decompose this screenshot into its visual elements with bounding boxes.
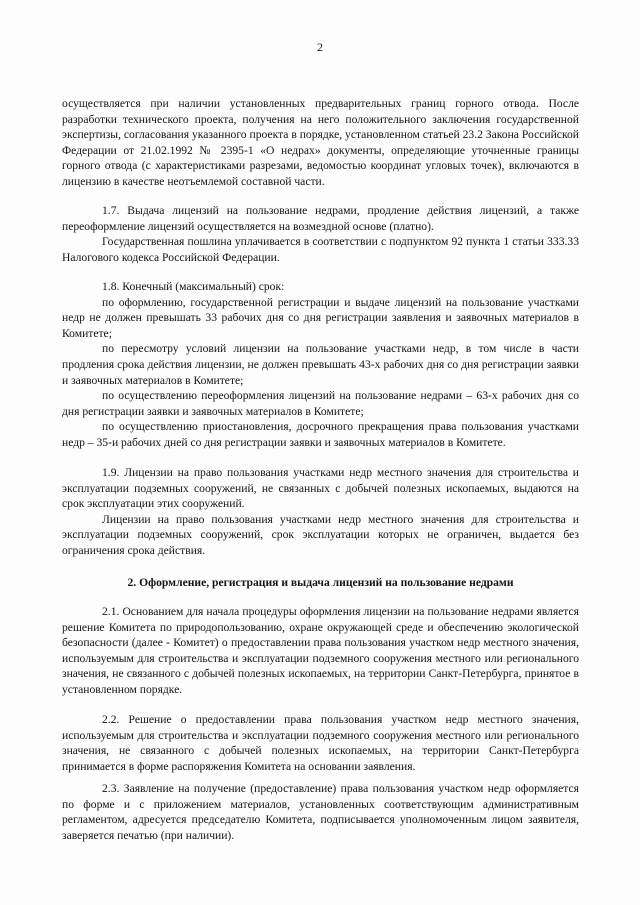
paragraph-1-8-title: 1.8. Конечный (максимальный) срок:: [102, 280, 285, 293]
paragraph-1-9-b: Лицензии на право пользования участками недр местного значения для строительства и эксплуатации подземных сооружений, срок эксплуатации которых не ограничен, выдается без ограничения срока действия.: [62, 512, 579, 557]
paragraph-1-7-b: Государственная пошлина уплачивается в соответствии с подпунктом 92 пункта 1 статьи 333.33 Налогового кодекса Российской Федерации.: [62, 235, 579, 264]
section-2-3: [62, 781, 579, 843]
paragraph-2-2: 2.2. Решение о предоставлении права пользования участком недр местного значения, используемым для строительства и эксплуатации подземного сооружения местного или регионального значения, не связанного с добычей полезных ископаемых, на территории Санкт-Петербурга принимается в форме распоряжения Комитета на основании заявления.: [62, 713, 579, 773]
paragraph-1-9-a: 1.9. Лицензии на право пользования участками недр местного значения для строительства и эксплуатации подземных сооружений, не связанных с добычей полезных ископаемых, выдаются на срок эксплуатации этих сооружений.: [62, 466, 579, 511]
section-1-8: [62, 279, 579, 451]
section-2-1: [62, 604, 579, 698]
paragraph-1-8-c: по осуществлению переоформления лицензий на пользование недрами – 63-х рабочих дня со дня регистрации заявки и заявочных материалов в Комитете;: [62, 389, 579, 418]
paragraph-2-1: 2.1. Основанием для начала процедуры оформления лицензии на пользование недрами является решение Комитета по природопользованию, охране окружающей среде и обеспечению экологической безопасности (далее - Комитет) о предоставлении права пользования участком недр местного значения, используемым для строительства и эксплуатации подземного сооружения местного или регионального значения, не связанного с добычей полезных ископаемых, на территории Санкт-Петербурга, принятое в установленном порядке.: [62, 605, 579, 696]
paragraph-text: осуществляется при наличии установленных предварительных границ горного отвода. После разработки технического проекта, получения на него положительного заключения государственной экспертизы, согласования указанного проекта в порядке, установленном статьей 23.2 Закона Российской Федерации от 21.02.1992 № 2395-1 «О недрах» документы, определяющие уточненные границы горного отвода (с характеристиками разрезами, ведомостью координат угловых точек), включаются в лицензию в качестве неотъемлемой составной части.: [62, 97, 579, 188]
section-2-2: [62, 712, 579, 774]
page-number: 2: [317, 40, 323, 54]
paragraph-1-8-a: по оформлению, государственной регистрации и выдаче лицензий на пользование участками недр не должен превышать 33 рабочих дня со дня регистрации заявления и заявочных материалов в Комитете;: [62, 295, 579, 340]
paragraph-1-8-b: по пересмотру условий лицензии на пользование участками недр, в том числе в части продления срока действия лицензии, не должен превышать 43-х рабочих дня со дня регистрации заявки и заявочных материалов в Комитете;: [62, 342, 579, 387]
paragraph-1-8-d: по осуществлению приостановления, досрочного прекращения права пользования участками недр – 35-и рабочих дней со дня регистрации заявки и заявочных материалов в Комитете.: [62, 420, 579, 449]
paragraph-1-6-continuation: [62, 96, 579, 190]
paragraph-2-3: 2.3. Заявление на получение (предоставление) права пользования участком недр оформляется по форме и с приложением материалов, установленных соответствующим административным регламентом, адресуется председателю Комитета, подписывается уполномоченным лицом заявителя, заверяется печатью (при наличии).: [62, 782, 579, 842]
section-1-7: [62, 203, 579, 265]
paragraph-1-7-a: 1.7. Выдача лицензий на пользование недрами, продление действия лицензий, а также переоформление лицензий осуществляется на возмездной основе (платно).: [62, 204, 579, 233]
section-2-heading: 2. Оформление, регистрация и выдача лицензий на пользование недрами: [127, 576, 514, 589]
section-1-9: [62, 465, 579, 559]
